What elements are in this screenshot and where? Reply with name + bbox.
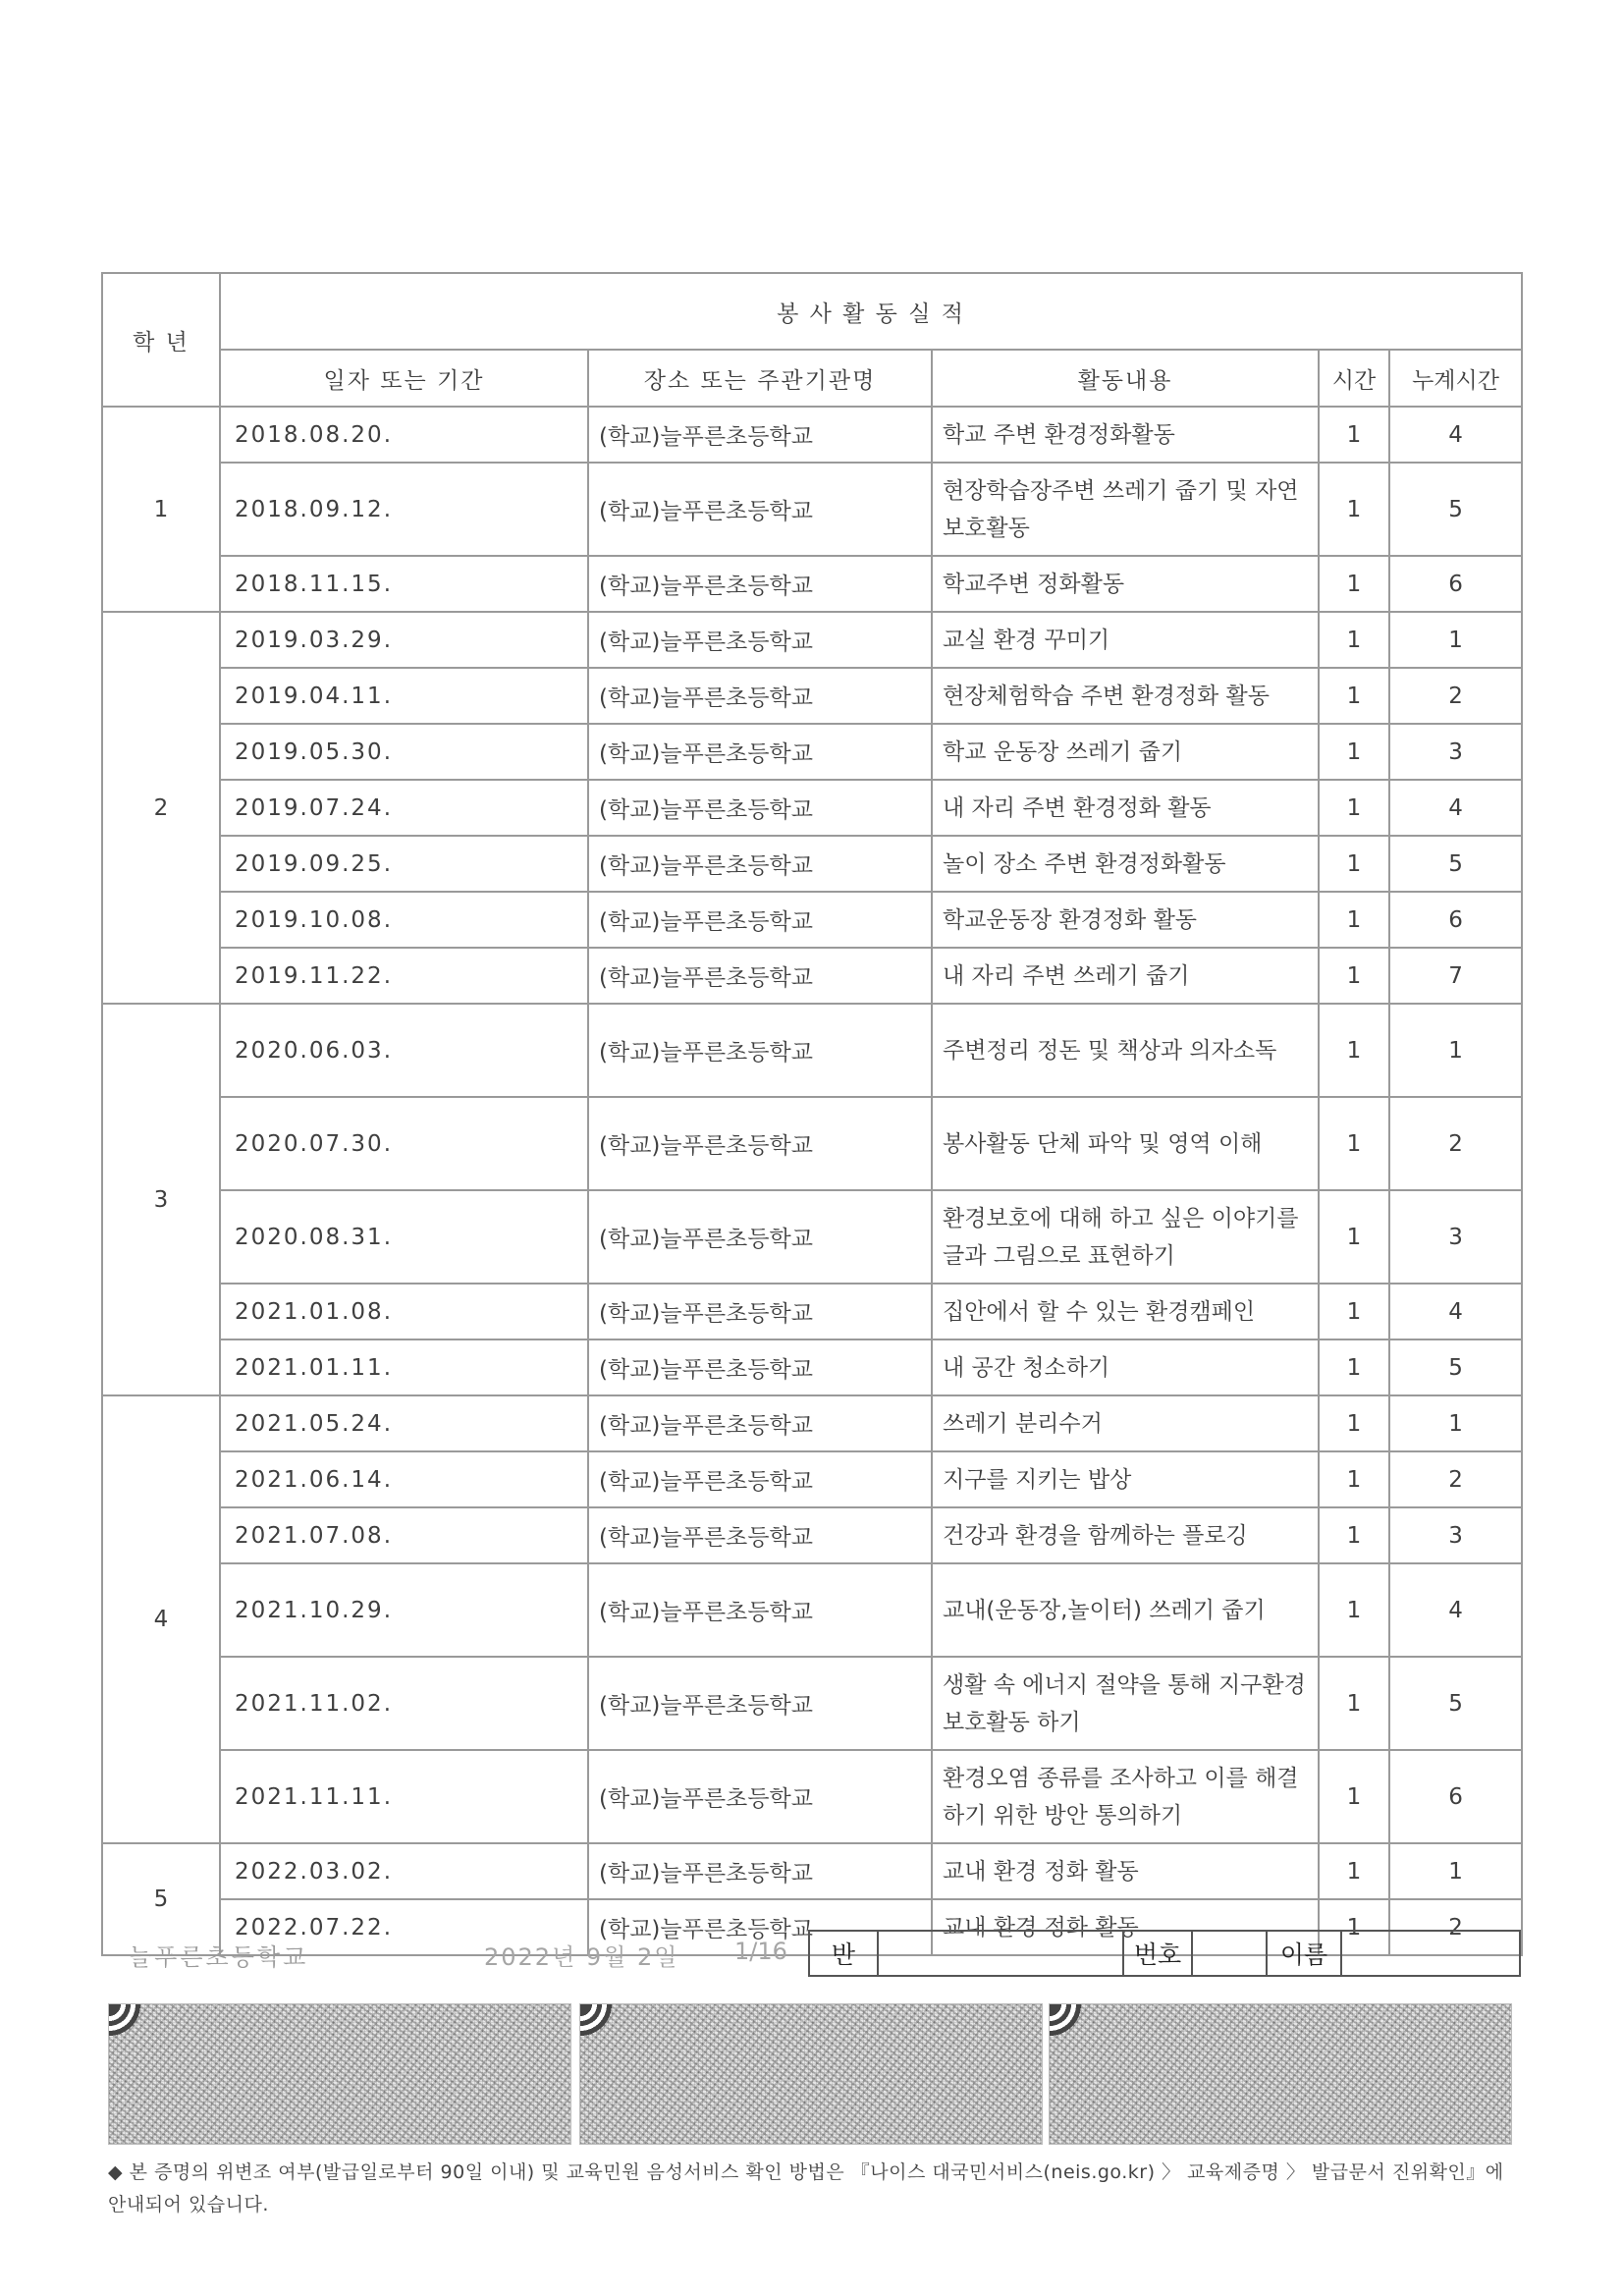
place-cell: (학교)늘푸른초등학교	[588, 1657, 932, 1750]
table-row	[102, 463, 1522, 556]
total-hours-cell: 5	[1389, 463, 1522, 556]
total-hours-cell: 2	[1389, 1899, 1522, 1955]
hours-cell: 1	[1319, 948, 1389, 1004]
barcode-corner-mark	[580, 2004, 625, 2050]
table-row	[102, 892, 1522, 948]
hours-cell: 1	[1319, 1899, 1389, 1955]
date-cell: 2021.11.11.	[220, 1750, 588, 1843]
date-cell: 2019.03.29.	[220, 612, 588, 668]
footer-issued-date: 2022년 9월 2일	[484, 1943, 679, 1971]
table-row	[102, 1097, 1522, 1190]
place-cell: (학교)늘푸른초등학교	[588, 1750, 932, 1843]
table-row	[102, 556, 1522, 612]
hours-cell: 1	[1319, 1190, 1389, 1284]
grade-cell: 2	[102, 612, 220, 1004]
activity-cell: 현장체험학습 주변 환경정화 활동	[932, 668, 1319, 724]
activity-cell: 내 자리 주변 환경정화 활동	[932, 780, 1319, 836]
activity-cell: 생활 속 에너지 절약을 통해 지구환경 보호활동 하기	[932, 1657, 1319, 1750]
place-cell: (학교)늘푸른초등학교	[588, 1451, 932, 1507]
verification-barcode-3	[1049, 2003, 1512, 2145]
activity-cell: 학교 주변 환경정화활동	[932, 407, 1319, 463]
place-cell: (학교)늘푸른초등학교	[588, 1899, 932, 1955]
table-row	[102, 1395, 1522, 1451]
footer-page-number: 1/16	[734, 1938, 787, 1965]
date-cell: 2019.10.08.	[220, 892, 588, 948]
hours-cell: 1	[1319, 407, 1389, 463]
table-row	[102, 836, 1522, 892]
column-header-date: 일자 또는 기간	[220, 350, 588, 407]
total-hours-cell: 4	[1389, 407, 1522, 463]
table-row	[102, 668, 1522, 724]
activity-cell: 주변정리 정돈 및 책상과 의자소독	[932, 1004, 1319, 1097]
place-cell: (학교)늘푸른초등학교	[588, 1004, 932, 1097]
footer-school-name: 늘푸른초등학교	[129, 1943, 309, 1971]
date-cell: 2019.07.24.	[220, 780, 588, 836]
hours-cell: 1	[1319, 1339, 1389, 1395]
date-cell: 2021.10.29.	[220, 1563, 588, 1657]
activity-cell: 건강과 환경을 함께하는 플로깅	[932, 1507, 1319, 1563]
hours-cell: 1	[1319, 1563, 1389, 1657]
date-cell: 2018.08.20.	[220, 407, 588, 463]
hours-cell: 1	[1319, 1657, 1389, 1750]
date-cell: 2021.01.11.	[220, 1339, 588, 1395]
place-cell: (학교)늘푸른초등학교	[588, 463, 932, 556]
table-row	[102, 724, 1522, 780]
name-value	[1342, 1932, 1519, 1975]
hours-cell: 1	[1319, 780, 1389, 836]
hours-cell: 1	[1319, 1507, 1389, 1563]
hours-cell: 1	[1319, 724, 1389, 780]
column-header-hours: 시간	[1319, 350, 1389, 407]
place-cell: (학교)늘푸른초등학교	[588, 556, 932, 612]
place-cell: (학교)늘푸른초등학교	[588, 1284, 932, 1339]
table-row	[102, 1843, 1522, 1899]
total-hours-cell: 2	[1389, 1097, 1522, 1190]
grade-cell: 3	[102, 1004, 220, 1395]
activity-cell: 학교주변 정화활동	[932, 556, 1319, 612]
table-row	[102, 1750, 1522, 1843]
total-hours-cell: 2	[1389, 668, 1522, 724]
table-row	[102, 1451, 1522, 1507]
place-cell: (학교)늘푸른초등학교	[588, 724, 932, 780]
date-cell: 2019.05.30.	[220, 724, 588, 780]
activity-cell: 내 공간 청소하기	[932, 1339, 1319, 1395]
total-hours-cell: 2	[1389, 1451, 1522, 1507]
hours-cell: 1	[1319, 556, 1389, 612]
hours-cell: 1	[1319, 1451, 1389, 1507]
place-cell: (학교)늘푸른초등학교	[588, 780, 932, 836]
place-cell: (학교)늘푸른초등학교	[588, 1563, 932, 1657]
table-row	[102, 612, 1522, 668]
volunteer-record-table	[101, 272, 1523, 1956]
place-cell: (학교)늘푸른초등학교	[588, 1843, 932, 1899]
table-row	[102, 407, 1522, 463]
place-cell: (학교)늘푸른초등학교	[588, 1339, 932, 1395]
verification-barcode-1	[108, 2003, 571, 2145]
activity-cell: 학교운동장 환경정화 활동	[932, 892, 1319, 948]
date-cell: 2021.05.24.	[220, 1395, 588, 1451]
activity-cell: 집안에서 할 수 있는 환경캠페인	[932, 1284, 1319, 1339]
place-cell: (학교)늘푸른초등학교	[588, 668, 932, 724]
verification-notice: ◆ 본 증명의 위변조 여부(발급일로부터 90일 이내) 및 교육민원 음성서비스 확인 방법은 『나이스 대국민서비스(neis.go.kr) 〉 교육제증명 〉 발급문서 진위확인』에 안내되어 있습니다.	[108, 2161, 1504, 2215]
name-label: 이름	[1268, 1932, 1342, 1975]
date-cell: 2021.06.14.	[220, 1451, 588, 1507]
total-hours-cell: 6	[1389, 556, 1522, 612]
date-cell: 2021.07.08.	[220, 1507, 588, 1563]
total-hours-cell: 5	[1389, 836, 1522, 892]
table-row	[102, 1657, 1522, 1750]
hours-cell: 1	[1319, 463, 1389, 556]
place-cell: (학교)늘푸른초등학교	[588, 1507, 932, 1563]
table-row	[102, 1339, 1522, 1395]
place-cell: (학교)늘푸른초등학교	[588, 948, 932, 1004]
barcode-corner-mark	[109, 2004, 154, 2050]
date-cell: 2019.11.22.	[220, 948, 588, 1004]
column-header-activity: 활동내용	[932, 350, 1319, 407]
activity-cell: 놀이 장소 주변 환경정화활동	[932, 836, 1319, 892]
total-hours-cell: 4	[1389, 1284, 1522, 1339]
table-row	[102, 1190, 1522, 1284]
place-cell: (학교)늘푸른초등학교	[588, 892, 932, 948]
footer-bar	[101, 1930, 1521, 1977]
activity-cell: 쓰레기 분리수거	[932, 1395, 1319, 1451]
total-hours-cell: 4	[1389, 780, 1522, 836]
total-hours-cell: 6	[1389, 892, 1522, 948]
table-row	[102, 1563, 1522, 1657]
hours-cell: 1	[1319, 1750, 1389, 1843]
date-cell: 2020.08.31.	[220, 1190, 588, 1284]
hours-cell: 1	[1319, 1284, 1389, 1339]
date-cell: 2020.06.03.	[220, 1004, 588, 1097]
total-hours-cell: 1	[1389, 1395, 1522, 1451]
place-cell: (학교)늘푸른초등학교	[588, 1395, 932, 1451]
table-row	[102, 1284, 1522, 1339]
date-cell: 2020.07.30.	[220, 1097, 588, 1190]
date-cell: 2018.11.15.	[220, 556, 588, 612]
activity-cell: 현장학습장주변 쓰레기 줍기 및 자연보호활동	[932, 463, 1319, 556]
record-body	[102, 407, 1522, 1955]
number-label: 번호	[1124, 1932, 1193, 1975]
class-value	[879, 1932, 1124, 1975]
column-header-total-hours: 누계시간	[1389, 350, 1522, 407]
grade-header: 학 년	[102, 273, 220, 407]
activity-cell: 환경오염 종류를 조사하고 이를 해결하기 위한 방안 통의하기	[932, 1750, 1319, 1843]
barcode-corner-mark	[1050, 2004, 1095, 2050]
total-hours-cell: 1	[1389, 1843, 1522, 1899]
activity-cell: 교내 환경 정화 활동	[932, 1899, 1319, 1955]
hours-cell: 1	[1319, 668, 1389, 724]
column-header-place: 장소 또는 주관기관명	[588, 350, 932, 407]
activity-cell: 내 자리 주변 쓰레기 줍기	[932, 948, 1319, 1004]
place-cell: (학교)늘푸른초등학교	[588, 1190, 932, 1284]
class-label: 반	[810, 1932, 879, 1975]
hours-cell: 1	[1319, 836, 1389, 892]
total-hours-cell: 1	[1389, 1004, 1522, 1097]
date-cell: 2021.01.08.	[220, 1284, 588, 1339]
activity-cell: 학교 운동장 쓰레기 줍기	[932, 724, 1319, 780]
group-header: 봉 사 활 동 실 적	[220, 273, 1522, 350]
total-hours-cell: 5	[1389, 1339, 1522, 1395]
total-hours-cell: 1	[1389, 612, 1522, 668]
total-hours-cell: 3	[1389, 724, 1522, 780]
table-row	[102, 1004, 1522, 1097]
date-cell: 2022.07.22.	[220, 1899, 588, 1955]
total-hours-cell: 3	[1389, 1507, 1522, 1563]
hours-cell: 1	[1319, 892, 1389, 948]
total-hours-cell: 5	[1389, 1657, 1522, 1750]
grade-cell: 1	[102, 407, 220, 612]
place-cell: (학교)늘푸른초등학교	[588, 836, 932, 892]
date-cell: 2019.09.25.	[220, 836, 588, 892]
hours-cell: 1	[1319, 1004, 1389, 1097]
total-hours-cell: 4	[1389, 1563, 1522, 1657]
activity-cell: 봉사활동 단체 파악 및 영역 이해	[932, 1097, 1319, 1190]
place-cell: (학교)늘푸른초등학교	[588, 612, 932, 668]
date-cell: 2018.09.12.	[220, 463, 588, 556]
place-cell: (학교)늘푸른초등학교	[588, 407, 932, 463]
hours-cell: 1	[1319, 612, 1389, 668]
table-row	[102, 780, 1522, 836]
place-cell: (학교)늘푸른초등학교	[588, 1097, 932, 1190]
activity-cell: 교실 환경 꾸미기	[932, 612, 1319, 668]
table-row	[102, 948, 1522, 1004]
date-cell: 2022.03.02.	[220, 1843, 588, 1899]
number-value	[1193, 1932, 1268, 1975]
total-hours-cell: 6	[1389, 1750, 1522, 1843]
total-hours-cell: 7	[1389, 948, 1522, 1004]
date-cell: 2021.11.02.	[220, 1657, 588, 1750]
verification-barcode-2	[579, 2003, 1043, 2145]
hours-cell: 1	[1319, 1843, 1389, 1899]
date-cell: 2019.04.11.	[220, 668, 588, 724]
activity-cell: 환경보호에 대해 하고 싶은 이야기를 글과 그림으로 표현하기	[932, 1190, 1319, 1284]
hours-cell: 1	[1319, 1097, 1389, 1190]
student-info-box	[808, 1930, 1521, 1977]
grade-cell: 5	[102, 1843, 220, 1955]
activity-cell: 교내(운동장,놀이터) 쓰레기 줍기	[932, 1563, 1319, 1657]
hours-cell: 1	[1319, 1395, 1389, 1451]
activity-cell: 지구를 지키는 밥상	[932, 1451, 1319, 1507]
table-row	[102, 1507, 1522, 1563]
total-hours-cell: 3	[1389, 1190, 1522, 1284]
activity-cell: 교내 환경 정화 활동	[932, 1843, 1319, 1899]
grade-cell: 4	[102, 1395, 220, 1843]
